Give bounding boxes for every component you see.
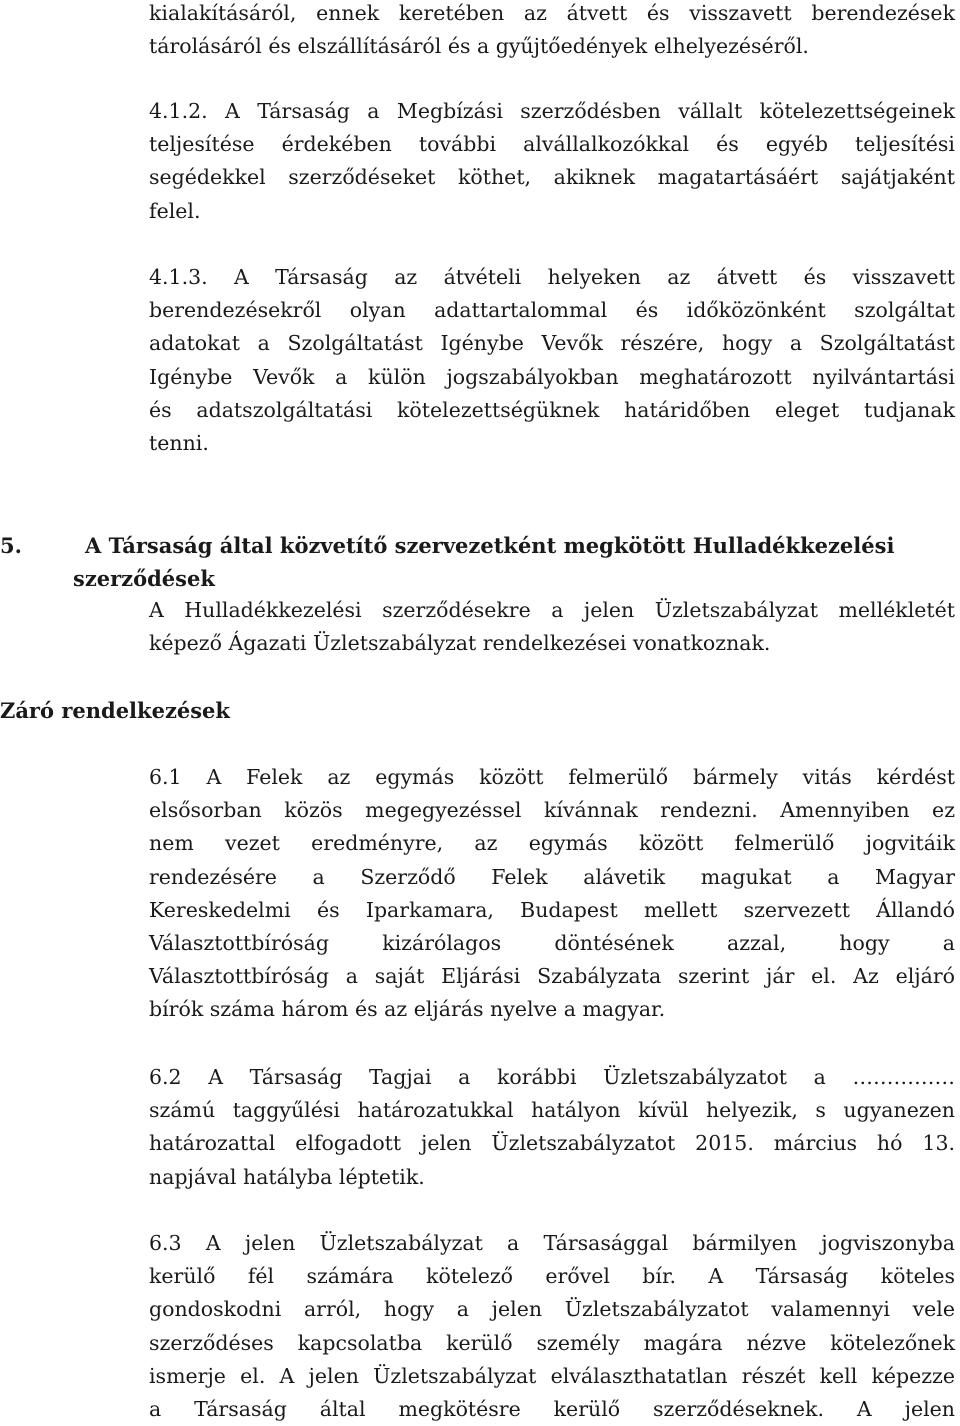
- text-line: kialakításáról, ennek keretében az átvett és visszavett berendezések: [149, 1, 955, 25]
- paragraph-continuation: [149, 0, 955, 63]
- text-line: napjával hatályba léptetik.: [149, 1164, 425, 1189]
- text-line: rendezésére a Szerződő Felek alávetik magukat a Magyar: [149, 864, 955, 889]
- text-line: segédekkel szerződéseket köthet, akiknek magatartásáért sajátjaként: [149, 165, 955, 190]
- text-line: felel.: [149, 198, 201, 223]
- paragraph-4-1-3: [149, 261, 955, 460]
- text-line: tenni.: [149, 431, 209, 456]
- section-title-line: A Társaság által közvetítő szervezetként megkötött Hulladékkezelési: [85, 533, 895, 558]
- text-line: a Társaság által megkötésre kerülő szerződéseknek. A jelen: [149, 1397, 955, 1422]
- text-line: ismerje el. A jelen Üzletszabályzat elválaszthatatlan részét kell képezze: [149, 1363, 955, 1388]
- text-line: Kereskedelmi és Iparkamara, Budapest mellett szervezett Állandó: [149, 897, 955, 922]
- text-line: berendezésekről olyan adattartalommal és időközönként szolgáltat: [149, 298, 955, 323]
- text-line: tárolásáról és elszállításáról és a gyűjtőedények elhelyezéséről.: [149, 34, 809, 59]
- paragraph-6-2: [149, 1061, 955, 1194]
- closing-provisions-heading: Záró rendelkezések: [0, 698, 230, 723]
- paragraph-6-3: [149, 1227, 955, 1426]
- section-number: 5.: [0, 533, 22, 558]
- text-line: 6.3 A jelen Üzletszabályzat a Társasággal bármilyen jogviszonyba: [149, 1231, 955, 1255]
- text-line: A Hulladékkezelési szerződésekre a jelen Üzletszabályzat mellékletét: [149, 598, 955, 622]
- text-line: 6.2 A Társaság Tagjai a korábbi Üzletszabályzatot a ……………: [149, 1065, 955, 1089]
- text-line: 6.1 A Felek az egymás között felmerülő bármely vitás kérdést: [149, 765, 955, 789]
- text-line: 4.1.2. A Társaság a Megbízási szerződésben vállalt kötelezettségeinek: [149, 99, 955, 123]
- text-line: Választottbíróság a saját Eljárási Szabályzata szerint jár el. Az eljáró: [149, 964, 955, 989]
- text-line: teljesítése érdekében további alvállalkozókkal és egyéb teljesítési: [149, 132, 955, 157]
- text-line: gondoskodni arról, hogy a jelen Üzletszabályzatot valamennyi vele: [149, 1297, 955, 1322]
- text-line: elsősorban közös megegyezéssel kívánnak rendezni. Amennyiben ez: [149, 798, 955, 823]
- section-title-line: szerződések: [73, 566, 215, 591]
- text-line: bírók száma három és az eljárás nyelve a magyar.: [149, 997, 666, 1022]
- text-line: számú taggyűlési határozatukkal hatályon kívül helyezik, s ugyanezen: [149, 1098, 955, 1123]
- paragraph-4-1-2: [149, 95, 955, 228]
- text-line: nem vezet eredményre, az egymás között felmerülő jogvitáik: [149, 831, 955, 856]
- text-line: képező Ágazati Üzletszabályzat rendelkezései vonatkoznak.: [149, 631, 771, 656]
- paragraph-5-body: [149, 594, 955, 660]
- text-line: határozattal elfogadott jelen Üzletszabályzatot 2015. március hó 13.: [149, 1131, 955, 1156]
- text-line: Választottbíróság kizárólagos döntésének azzal, hogy a: [149, 931, 955, 956]
- text-line: 4.1.3. A Társaság az átvételi helyeken az átvett és visszavett: [149, 265, 955, 289]
- text-line: szerződéses kapcsolatba kerülő személy magára nézve kötelezőnek: [149, 1330, 955, 1355]
- text-line: Igénybe Vevők a külön jogszabályokban meghatározott nyilvántartási: [149, 364, 955, 389]
- text-line: adatokat a Szolgáltatást Igénybe Vevők részére, hogy a Szolgáltatást: [149, 331, 955, 356]
- paragraph-6-1: [149, 761, 955, 1027]
- text-line: és adatszolgáltatási kötelezettségüknek határidőben eleget tudjanak: [149, 397, 955, 422]
- text-line: kerülő fél számára kötelező erővel bír. A Társaság köteles: [149, 1264, 955, 1289]
